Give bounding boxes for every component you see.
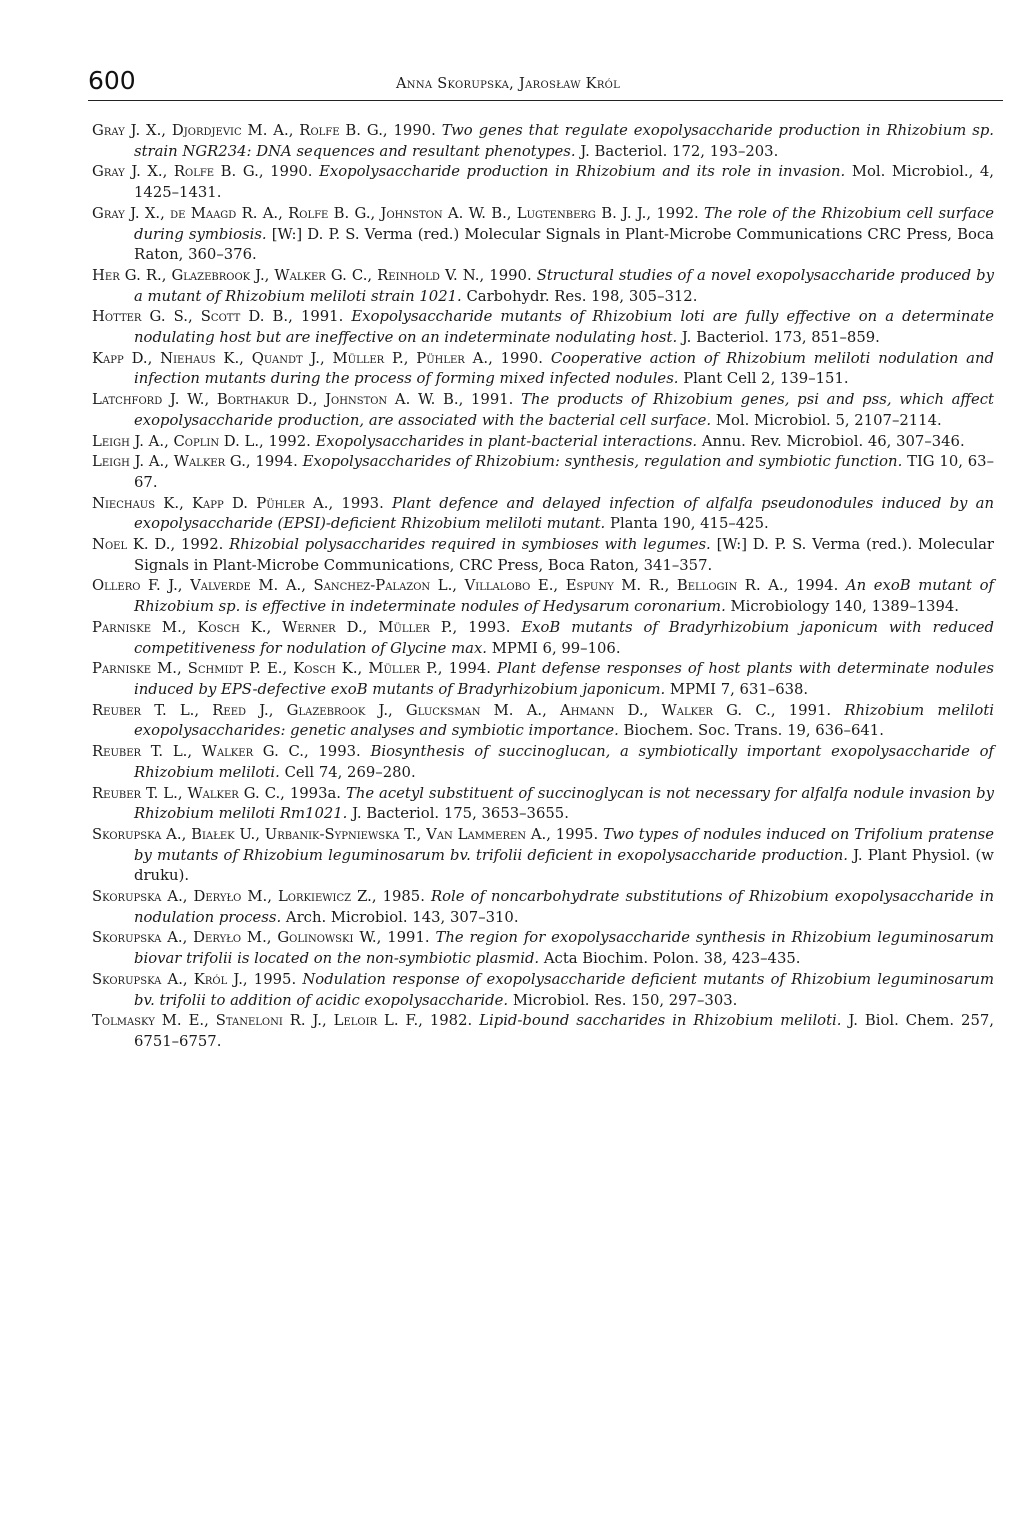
reference-source: Cell 74, 269–280. [284, 763, 416, 781]
reference-year: 1995. [555, 825, 599, 843]
reference-title: ExoB mutants of Bradyrhizobium japonicum with reduced competitiveness for nodulation of Glycine max. [134, 618, 994, 657]
reference-source: [W:] D. P. S. Verma (red.) Molecular Signals in Plant-Microbe Communications CRC Press, Boca Raton, 360–376. [134, 225, 994, 264]
reference-title: Plant defense responses of host plants with determinate nodules induced by EPS-defective exoB mutants of Bradyrhizobium japonicum. [134, 660, 994, 698]
reference-year: 1991. [300, 308, 344, 326]
reference-entry [92, 535, 994, 576]
reference-title: Role of noncarbohydrate substitutions of Rhizobium exopolysaccharide in nodulation process. [134, 888, 994, 926]
reference-title: Exopolysaccharide production in Rhizobium and its role in invasion. [319, 163, 846, 181]
reference-source: TIG 10, 63–67. [134, 453, 994, 491]
reference-entry [92, 928, 994, 969]
reference-source: Plant Cell 2, 139–151. [683, 370, 849, 388]
reference-entry [92, 618, 994, 659]
reference-year: 1992. [656, 204, 699, 222]
reference-source: Microbiology 140, 1389–1394. [730, 598, 960, 616]
reference-authors: Hotter G. S., Scott D. B., [92, 308, 293, 326]
reference-list [92, 121, 994, 1053]
reference-title: Structural studies of a novel exopolysaccharide produced by a mutant of Rhizobium meliloti strain 1021. [134, 266, 994, 305]
reference-entry [92, 701, 994, 742]
reference-entry [92, 307, 994, 348]
reference-title: Exopolysaccharide mutants of Rhizobium loti are fully effective on a determinate nodulating host but are ineffective on an indeterminate nodulating host. [134, 308, 994, 347]
reference-authors: Leigh J. A., Walker G., [92, 453, 251, 471]
reference-authors: Niechaus K., Kapp D. Pühler A., [92, 494, 334, 512]
reference-authors: Latchford J. W., Borthakur D., Johnston A. W. B., [92, 391, 464, 409]
reference-title: An exoB mutant of Rhizobium sp. is effective in indeterminate nodules of Hedysarum coronarium. [134, 577, 994, 616]
reference-source: Arch. Microbiol. 143, 307–310. [285, 908, 519, 926]
reference-year: 1994. [795, 577, 839, 595]
reference-authors: Gray J. X., Djordjevic M. A., Rolfe B. G., [92, 122, 388, 139]
reference-title: Two genes that regulate exopolysaccharide production in Rhizobium sp. strain NGR234: DNA sequences and resultant phenotypes. [134, 122, 994, 160]
reference-source: Planta 190, 415–425. [609, 515, 769, 533]
reference-authors: Reuber T. L., Walker G. C., [92, 784, 285, 802]
reference-entry [92, 349, 994, 390]
reference-title: The acetyl substituent of succinoglycan is not necessary for alfalfa nodule invasion by Rhizobium meliloti Rm1021. [134, 784, 994, 823]
running-head: Anna Skorupska, Jarosław Król [396, 76, 621, 92]
reference-source: Mol. Microbiol. 5, 2107–2114. [715, 411, 942, 429]
reference-source: Carbohydr. Res. 198, 305–312. [466, 287, 698, 305]
reference-authors: Noel K. D., [92, 536, 176, 554]
reference-source: Microbiol. Res. 150, 297–303. [512, 991, 738, 1009]
reference-authors: Gray J. X., de Maagd R. A., Rolfe B. G., Johnston A. W. B., Lugtenberg B. J. J., [92, 204, 652, 222]
reference-entry [92, 576, 994, 617]
reference-source: MPMI 6, 99–106. [491, 639, 621, 657]
reference-year: 1991. [387, 929, 430, 947]
reference-title: Cooperative action of Rhizobium meliloti nodulation and infection mutants during the process of forming mixed infected nodules. [134, 349, 994, 388]
page-number: 600 [88, 66, 136, 95]
reference-authors: Skorupska A., Deryło M., Lorkiewicz Z., [92, 888, 377, 906]
reference-source: J. Plant Physiol. (w druku). [134, 846, 994, 885]
reference-entry [92, 887, 994, 928]
reference-entry [92, 825, 994, 887]
reference-year: 1990. [489, 266, 532, 284]
reference-title: Plant defence and delayed infection of alfalfa pseudonodules induced by an exopolysaccharide (EPSI)-deficient Rhizobium meliloti mutant. [134, 494, 994, 533]
reference-entry [92, 121, 994, 162]
reference-source: J. Biol. Chem. 257, 6751–6757. [134, 1012, 994, 1050]
reference-title: Rhizobial polysaccharides required in symbioses with legumes. [229, 536, 711, 554]
reference-year: 1991. [788, 701, 832, 719]
reference-authors: Skorupska A., Białek U., Urbanik-Sypniewska T., Van Lammeren A., [92, 825, 551, 843]
reference-title: Lipid-bound saccharides in Rhizobium meliloti. [479, 1012, 842, 1030]
reference-year: 1994. [255, 453, 298, 471]
reference-entry [92, 452, 994, 493]
reference-title: Exopolysaccharides in plant-bacterial interactions. [315, 432, 698, 450]
reference-source: [W:] D. P. S. Verma (red.). Molecular Signals in Plant-Microbe Communications, CRC Press, Boca Raton, 341–357. [134, 536, 994, 574]
reference-title: Two types of nodules induced on Trifolium pratense by mutants of Rhizobium leguminosarum bv. trifolii deficient in exopolysaccharide production. [134, 825, 994, 864]
reference-year: 1982. [429, 1012, 473, 1030]
reference-authors: Parniske M., Schmidt P. E., Kosch K., Müller P., [92, 660, 443, 678]
reference-authors: Gray J. X., Rolfe B. G., [92, 163, 264, 181]
reference-entry [92, 1011, 994, 1052]
reference-entry [92, 970, 994, 1011]
reference-year: 1993a. [289, 784, 342, 802]
reference-title: Exopolysaccharides of Rhizobium: synthesis, regulation and symbiotic function. [302, 453, 903, 471]
reference-entry [92, 162, 994, 203]
reference-title: The role of the Rhizobium cell surface during symbiosis. [134, 204, 994, 243]
reference-authors: Reuber T. L., Walker G. C., [92, 743, 309, 761]
reference-title: Rhizobium meliloti exopolysaccharides: genetic analyses and symbiotic importance. [134, 701, 994, 740]
reference-source: Biochem. Soc. Trans. 19, 636–641. [623, 722, 884, 740]
reference-entry [92, 659, 994, 700]
reference-year: 1992. [268, 432, 311, 450]
reference-entry [92, 390, 994, 431]
reference-source: MPMI 7, 631–638. [669, 680, 809, 698]
reference-authors: Reuber T. L., Reed J., Glazebrook J., Glucksman M. A., Ahmann D., Walker G. C., [92, 701, 776, 719]
reference-year: 1985. [382, 888, 425, 906]
reference-authors: Skorupska A., Deryło M., Golinowski W., [92, 929, 382, 947]
reference-year: 1993. [318, 743, 361, 761]
reference-year: 1990. [270, 163, 313, 181]
reference-year: 1994. [448, 660, 491, 678]
reference-title: Nodulation response of exopolysaccharide deficient mutants of Rhizobium leguminosarum bv. trifolii to addition of acidic exopolysaccharide. [134, 970, 994, 1009]
reference-source: J. Bacteriol. 172, 193–203. [580, 142, 779, 160]
page-header [88, 66, 1003, 101]
reference-title: The products of Rhizobium genes, psi and pss, which affect exopolysaccharide production, are associated with the bacterial cell surface. [134, 391, 994, 429]
reference-source: J. Bacteriol. 175, 3653–3655. [352, 805, 569, 823]
reference-title: Biosynthesis of succinoglucan, a symbiotically important exopolysaccharide of Rhizobium meliloti. [134, 743, 994, 781]
reference-entry [92, 784, 994, 825]
reference-authors: Skorupska A., Król J., [92, 970, 248, 988]
reference-year: 1991. [471, 391, 514, 409]
reference-authors: Leigh J. A., Coplin D. L., [92, 432, 264, 450]
reference-title: The region for exopolysaccharide synthesis in Rhizobium leguminosarum biovar trifolii is located on the non-symbiotic plasmid. [134, 929, 994, 968]
reference-year: 1993. [468, 618, 511, 636]
reference-year: 1990. [500, 349, 544, 367]
reference-authors: Parniske M., Kosch K., Werner D., Müller P., [92, 618, 458, 636]
reference-authors: Her G. R., Glazebrook J., Walker G. C., Reinhold V. N., [92, 266, 485, 284]
reference-source: Annu. Rev. Microbiol. 46, 307–346. [701, 432, 965, 450]
reference-year: 1990. [393, 122, 436, 139]
reference-year: 1993. [341, 494, 384, 512]
reference-year: 1995. [253, 970, 297, 988]
reference-entry [92, 432, 994, 453]
reference-authors: Tolmasky M. E., Staneloni R. J., Leloir L. F., [92, 1012, 423, 1030]
reference-source: J. Bacteriol. 173, 851–859. [681, 329, 880, 347]
reference-year: 1992. [180, 536, 224, 554]
reference-entry [92, 494, 994, 535]
reference-source: Mol. Microbiol., 4, 1425–1431. [134, 163, 994, 202]
reference-entry [92, 266, 994, 307]
reference-entry [92, 742, 994, 783]
reference-authors: Kapp D., Niehaus K., Quandt J., Müller P., Pühler A., [92, 349, 493, 367]
reference-source: Acta Biochim. Polon. 38, 423–435. [543, 950, 801, 968]
reference-authors: Ollero F. J., Valverde M. A., Sanchez-Palazon L., Villalobo E., Espuny M. R., Bellogin R. A., [92, 577, 789, 595]
reference-entry [92, 204, 994, 266]
